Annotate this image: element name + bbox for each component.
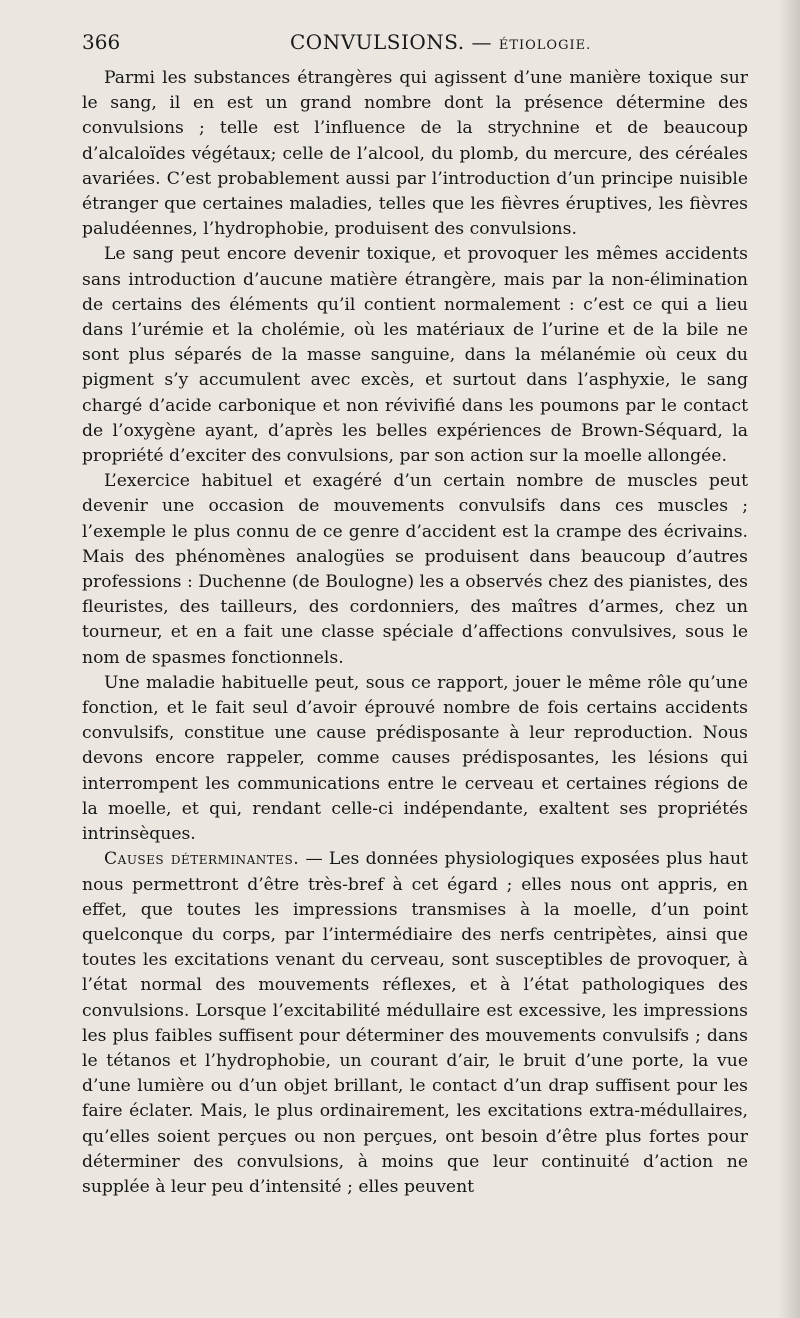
section-lead: Causes déterminantes.	[104, 849, 300, 870]
paragraph-text: L’exercice habituel et exagéré d’un certain nombre de muscles peut devenir une occasion de mouvements convulsifs dans ces muscles ; l’exemple le plus connu de ce genre d’accident est la crampe des écrivains. Mais des phénomènes analogües se produisent dans beaucoup d’autres professions : Duchenne (de Boulogne) les a observés chez des pianistes, des fleuristes, des tailleurs, des cordonniers, des maîtres d’armes, chez un tourneur, et en a fait une classe spéciale d’affections convulsives, sous le nom de spasmes fonctionnels.	[82, 471, 748, 668]
running-head-subtitle: ÉTIOLOGIE.	[498, 38, 592, 53]
paragraph-text: — Les données physiologiques exposées plus haut nous permettront d’être très-bref à cet égard ; elles nous ont appris, en effet, que toutes les impressions transmises à la moelle, d’un point quelconque du corps, par l’intermédiaire des nerfs centripètes, ainsi que toutes les excitations venant du cerveau, sont susceptibles de provoquer, à l’état normal des mouvements réflexes, et à l’état pathologiques des convulsions. Lorsque l’excitabilité médullaire est excessive, les impressions les plus faibles suffisent pour déterminer des mouvements convulsifs ; dans le tétanos et l’hydrophobie, un courant d’air, le bruit d’une porte, la vue d’une lumière ou d’un objet brillant, le contact d’un drap suffisent pour les faire éclater. Mais, le plus ordinairement, les excitations extra-médullaires, qu’elles soient perçues ou non perçues, ont besoin d’être plus fortes pour déterminer des convulsions, à moins que leur continuité d’action ne supplée à leur peu d’intensité ; elles peuvent	[82, 849, 748, 1197]
paragraph	[82, 242, 748, 469]
paragraph-text: Une maladie habituelle peut, sous ce rapport, jouer le même rôle qu’une fonction, et le fait seul d’avoir éprouvé nombre de fois certains accidents convulsifs, constitue une cause prédisposante à leur reproduction. Nous devons encore rappeler, comme causes prédisposantes, les lésions qui interrompent les communications entre le cerveau et certaines régions de la moelle, et qui, rendant celle-ci indépendante, exaltent ses propriétés intrinsèques.	[82, 672, 748, 845]
running-head	[290, 30, 591, 54]
page-number: 366	[82, 30, 121, 54]
page-edge-shadow	[778, 0, 800, 1318]
paragraph	[82, 671, 748, 847]
running-head-title: CONVULSIONS.	[290, 30, 465, 54]
body-text	[82, 66, 748, 1200]
paragraph	[82, 847, 748, 1200]
paragraph-text: Parmi les substances étrangères qui agissent d’une manière toxique sur le sang, il en est un grand nombre dont la présence détermine des convulsions ; telle est l’influence de la strychnine et de beaucoup d’alcaloïdes végétaux; celle de l’alcool, du plomb, du mercure, des céréales avariées. C’est probablement aussi par l’introduction d’un principe nuisible étranger que certaines maladies, telles que les fièvres éruptives, les fièvres paludéennes, l’hydrophobie, produisent des convulsions.	[82, 68, 748, 240]
running-head-separator: —	[464, 30, 499, 54]
paragraph	[82, 469, 748, 671]
page-header	[78, 30, 750, 60]
paragraph	[82, 66, 748, 242]
paragraph-text: Le sang peut encore devenir toxique, et provoquer les mêmes accidents sans introduction d’aucune matière étrangère, mais par la non-élimination de certains des éléments qu’il contient normalement : c’est ce qui a lieu dans l’urémie et la cholémie, où les matériaux de l’urine et de la bile ne sont plus séparés de la masse sanguine, dans la mélanémie où ceux du pigment s’y accumulent avec excès, et surtout dans l’asphyxie, le sang chargé d’acide carbonique et non révivifié dans les poumons par le contact de l’oxygène ayant, d’après les belles expériences de Brown-Séquard, la propriété d’exciter des convulsions, par son action sur la moelle allongée.	[82, 244, 748, 467]
